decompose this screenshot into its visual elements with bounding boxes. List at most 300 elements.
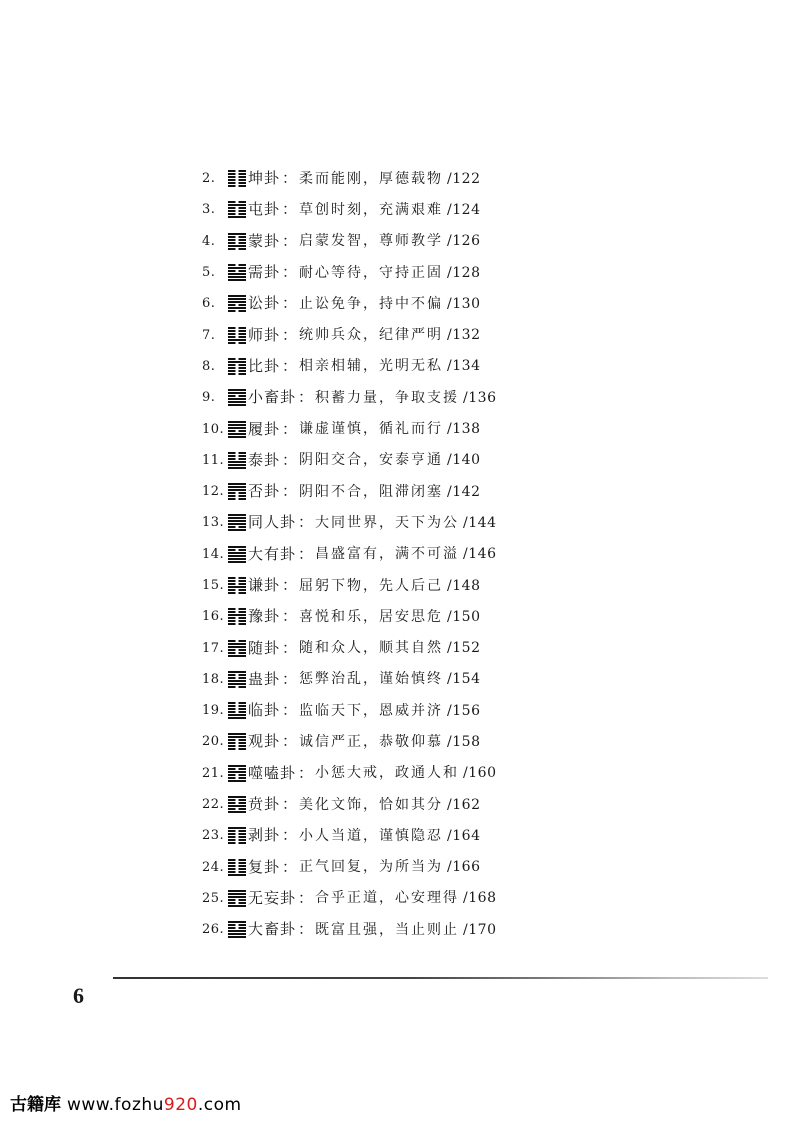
toc-entry <box>202 695 762 726</box>
solid-line <box>228 717 246 719</box>
solid-line <box>228 295 246 297</box>
hexagram-icon <box>228 327 246 344</box>
entry-page: /122 <box>447 170 481 187</box>
entry-separator: ： <box>282 638 298 657</box>
entry-number: 6. <box>202 296 216 312</box>
entry-description: 美化文饰，恰如其分 <box>299 796 444 813</box>
broken-line <box>228 802 246 804</box>
hexagram-icon <box>228 702 246 719</box>
solid-line <box>228 529 246 531</box>
solid-line <box>228 552 246 554</box>
entry-title: 讼卦 <box>248 294 281 313</box>
broken-line <box>228 182 246 184</box>
broken-line <box>228 927 246 929</box>
entry-page: /146 <box>463 546 497 563</box>
entry-description: 阴阳不合，阻滞闭塞 <box>299 483 444 500</box>
entry-description: 既富且强，当止则止 <box>315 921 460 938</box>
entry-title: 观卦 <box>248 732 281 751</box>
solid-line <box>228 436 246 438</box>
broken-line <box>228 774 246 776</box>
broken-line <box>228 185 246 187</box>
hexagram-icon <box>228 733 246 750</box>
solid-line <box>228 561 246 563</box>
broken-line <box>228 711 246 713</box>
toc-entry <box>202 163 762 194</box>
solid-line <box>228 279 246 281</box>
broken-line <box>228 495 246 497</box>
entry-number: 25. <box>202 890 225 906</box>
toc-entry <box>202 914 762 945</box>
broken-line <box>228 842 246 844</box>
broken-line <box>228 768 246 770</box>
broken-line <box>228 739 246 741</box>
entry-number: 9. <box>202 390 216 406</box>
toc-entry <box>202 570 762 601</box>
hexagram-icon <box>228 233 246 250</box>
broken-line <box>228 358 246 360</box>
entry-separator: ： <box>282 607 298 626</box>
solid-line <box>228 464 246 466</box>
entry-page: /164 <box>447 827 481 844</box>
solid-line <box>228 298 246 300</box>
hexagram-icon <box>228 483 246 500</box>
solid-line <box>228 558 246 560</box>
entry-separator: ： <box>282 294 298 313</box>
toc-entry <box>202 726 762 757</box>
entry-title: 随卦 <box>248 638 281 657</box>
solid-line <box>228 361 246 363</box>
solid-line <box>228 714 246 716</box>
entry-number: 2. <box>202 171 216 187</box>
broken-line <box>228 458 246 460</box>
entry-description: 柔而能刚，厚德载物 <box>299 170 444 187</box>
entry-description: 屈躬下物，先人后己 <box>299 577 444 594</box>
toc-entry <box>202 852 762 883</box>
entry-page: /150 <box>447 608 481 625</box>
solid-line <box>228 614 246 616</box>
entry-number: 10. <box>202 421 225 437</box>
entry-separator: ： <box>282 826 298 845</box>
entry-number: 23. <box>202 828 225 844</box>
broken-line <box>228 342 246 344</box>
entry-page: /132 <box>447 327 481 344</box>
entry-page: /166 <box>447 859 481 876</box>
broken-line <box>228 492 246 494</box>
solid-line <box>228 273 246 275</box>
broken-line <box>228 526 246 528</box>
toc-entry <box>202 476 762 507</box>
solid-line <box>228 874 246 876</box>
entry-page: /138 <box>447 421 481 438</box>
broken-line <box>228 924 246 926</box>
broken-line <box>228 617 246 619</box>
hexagram-icon <box>228 514 246 531</box>
solid-line <box>228 392 246 394</box>
toc-entry <box>202 758 762 789</box>
entry-title: 蛊卦 <box>248 669 281 688</box>
solid-line <box>228 433 246 435</box>
entry-page: /128 <box>447 264 481 281</box>
broken-line <box>228 745 246 747</box>
entry-number: 8. <box>202 358 216 374</box>
entry-description: 启蒙发智，尊师教学 <box>299 233 444 250</box>
entry-number: 3. <box>202 202 216 218</box>
entry-description: 谦虚谨慎，循礼而行 <box>299 421 444 438</box>
broken-line <box>228 580 246 582</box>
toc-entry <box>202 789 762 820</box>
entry-separator: ： <box>282 356 298 375</box>
entry-number: 22. <box>202 797 225 813</box>
broken-line <box>228 304 246 306</box>
solid-line <box>228 404 246 406</box>
entry-description: 统帅兵众，纪律严明 <box>299 327 444 344</box>
broken-line <box>228 213 246 215</box>
hexagram-icon <box>228 421 246 438</box>
watermark <box>10 1090 242 1115</box>
solid-line <box>228 771 246 773</box>
solid-line <box>228 517 246 519</box>
broken-line <box>228 862 246 864</box>
entry-separator: ： <box>282 857 298 876</box>
broken-line <box>228 865 246 867</box>
hexagram-icon <box>228 546 246 563</box>
broken-line <box>228 868 246 870</box>
solid-line <box>228 307 246 309</box>
entry-description: 正气回复，为所当为 <box>299 859 444 876</box>
broken-line <box>228 373 246 375</box>
toc-entry <box>202 507 762 538</box>
toc-entry <box>202 664 762 695</box>
entry-title: 履卦 <box>248 419 281 438</box>
entry-description: 小人当道，谨慎隐忍 <box>299 827 444 844</box>
broken-line <box>228 264 246 266</box>
entry-separator: ： <box>282 576 298 594</box>
entry-page: /140 <box>447 452 481 469</box>
solid-line <box>228 245 246 247</box>
solid-line <box>228 467 246 469</box>
broken-line <box>228 430 246 432</box>
broken-line <box>228 871 246 873</box>
toc-entry <box>202 601 762 632</box>
toc-entry <box>202 632 762 663</box>
entry-page: /148 <box>447 577 481 594</box>
broken-line <box>228 839 246 841</box>
entry-description: 惩弊治乱，谨始慎终 <box>299 671 444 688</box>
entry-description: 合乎正道，心安理得 <box>315 890 460 907</box>
entry-number: 12. <box>202 484 225 500</box>
hexagram-icon <box>228 859 246 876</box>
broken-line <box>228 777 246 779</box>
solid-line <box>228 514 246 516</box>
broken-line <box>228 640 246 642</box>
entry-description: 喜悦和乐，居安思危 <box>299 608 444 625</box>
solid-line <box>228 233 246 235</box>
broken-line <box>228 674 246 676</box>
broken-line <box>228 808 246 810</box>
broken-line <box>228 577 246 579</box>
broken-line <box>228 623 246 625</box>
entry-title: 需卦 <box>248 263 281 282</box>
solid-line <box>228 827 246 829</box>
solid-line <box>228 905 246 907</box>
entry-page: /144 <box>463 514 497 531</box>
hexagram-icon <box>228 389 246 406</box>
entry-description: 大同世界，天下为公 <box>315 514 460 531</box>
entry-title: 坤卦 <box>248 169 281 188</box>
entry-page: /170 <box>463 921 497 938</box>
solid-line <box>228 936 246 938</box>
broken-line <box>228 248 246 250</box>
broken-line <box>228 310 246 312</box>
entry-description: 随和众人，顺其自然 <box>299 640 444 657</box>
hexagram-icon <box>228 921 246 938</box>
entry-description: 小惩大戒，政通人和 <box>315 765 460 782</box>
entry-number: 17. <box>202 640 225 656</box>
entry-separator: ： <box>282 732 298 751</box>
entry-separator: ： <box>282 325 298 344</box>
toc-entry <box>202 257 762 288</box>
broken-line <box>228 742 246 744</box>
table-of-contents <box>202 163 762 945</box>
broken-line <box>228 176 246 178</box>
broken-line <box>228 611 246 613</box>
broken-line <box>228 210 246 212</box>
solid-line <box>228 683 246 685</box>
broken-line <box>228 859 246 861</box>
broken-line <box>228 708 246 710</box>
entry-separator: ： <box>298 388 314 407</box>
entry-separator: ： <box>282 795 298 814</box>
broken-line <box>228 799 246 801</box>
entry-title: 否卦 <box>248 482 281 501</box>
solid-line <box>228 896 246 898</box>
entry-separator: ： <box>298 544 314 563</box>
solid-line <box>228 680 246 682</box>
broken-line <box>228 649 246 651</box>
broken-line <box>228 677 246 679</box>
solid-line <box>228 555 246 557</box>
toc-entry <box>202 319 762 350</box>
broken-line <box>228 330 246 332</box>
toc-entry <box>202 820 762 851</box>
entry-description: 耐心等待，守持正固 <box>299 264 444 281</box>
entry-separator: ： <box>298 920 314 939</box>
entry-page: /160 <box>463 765 497 782</box>
hexagram-icon <box>228 608 246 625</box>
broken-line <box>228 333 246 335</box>
solid-line <box>228 483 246 485</box>
entry-page: /124 <box>447 201 481 218</box>
entry-number: 7. <box>202 327 216 343</box>
broken-line <box>228 702 246 704</box>
entry-number: 20. <box>202 734 225 750</box>
entry-title: 屯卦 <box>248 200 281 219</box>
hexagram-icon <box>228 264 246 281</box>
broken-line <box>228 748 246 750</box>
solid-line <box>228 389 246 391</box>
broken-line <box>228 899 246 901</box>
entry-number: 16. <box>202 609 225 625</box>
solid-line <box>228 486 246 488</box>
entry-separator: ： <box>282 231 298 250</box>
entry-title: 小畜卦 <box>248 388 297 407</box>
entry-separator: ： <box>282 263 298 282</box>
solid-line <box>228 805 246 807</box>
entry-number: 15. <box>202 578 225 593</box>
entry-title: 临卦 <box>248 701 281 720</box>
solid-line <box>228 546 246 548</box>
broken-line <box>228 686 246 688</box>
broken-line <box>228 498 246 500</box>
entry-title: 蒙卦 <box>248 231 281 250</box>
broken-line <box>228 452 246 454</box>
entry-separator: ： <box>282 450 298 469</box>
entry-title: 师卦 <box>248 325 281 344</box>
solid-line <box>228 424 246 426</box>
entry-page: /142 <box>447 483 481 500</box>
broken-line <box>228 364 246 366</box>
watermark-url-suffix: .com <box>197 1095 242 1115</box>
page-number: 6 <box>73 983 84 1008</box>
entry-page: /158 <box>447 733 481 750</box>
solid-line <box>228 933 246 935</box>
footer-divider <box>113 977 768 979</box>
entry-number: 4. <box>202 233 216 249</box>
entry-description: 诚信严正，恭敬仰慕 <box>299 733 444 750</box>
solid-line <box>228 736 246 738</box>
solid-line <box>228 301 246 303</box>
hexagram-icon <box>228 640 246 657</box>
solid-line <box>228 427 246 429</box>
solid-line <box>228 489 246 491</box>
solid-line <box>228 398 246 400</box>
entry-page: /162 <box>447 796 481 813</box>
entry-number: 24. <box>202 859 225 875</box>
toc-entry <box>202 413 762 444</box>
broken-line <box>228 207 246 209</box>
hexagram-icon <box>228 170 246 187</box>
entry-separator: ： <box>298 513 314 532</box>
hexagram-icon <box>228 452 246 469</box>
solid-line <box>228 204 246 206</box>
toc-entry <box>202 382 762 413</box>
broken-line <box>228 173 246 175</box>
watermark-brand: 古籍库 <box>10 1095 61 1115</box>
solid-line <box>228 930 246 932</box>
broken-line <box>228 370 246 372</box>
entry-page: /136 <box>463 389 497 406</box>
entry-number: 18. <box>202 671 225 687</box>
solid-line <box>228 890 246 892</box>
toc-entry <box>202 883 762 914</box>
solid-line <box>228 765 246 767</box>
entry-description: 阴阳交合，安泰亨通 <box>299 452 444 469</box>
solid-line <box>228 811 246 813</box>
entry-page: /126 <box>447 233 481 250</box>
solid-line <box>228 646 246 648</box>
broken-line <box>228 179 246 181</box>
entry-number: 13. <box>202 515 225 531</box>
hexagram-icon <box>228 358 246 375</box>
broken-line <box>228 239 246 241</box>
broken-line <box>228 455 246 457</box>
entry-description: 监临天下，恩威并济 <box>299 702 444 719</box>
entry-page: /154 <box>447 671 481 688</box>
toc-entry <box>202 539 762 570</box>
broken-line <box>228 589 246 591</box>
hexagram-icon <box>228 890 246 907</box>
entry-number: 11. <box>202 452 225 468</box>
toc-entry <box>202 351 762 382</box>
broken-line <box>228 620 246 622</box>
solid-line <box>228 339 246 341</box>
solid-line <box>228 421 246 423</box>
solid-line <box>228 796 246 798</box>
entry-separator: ： <box>282 419 298 438</box>
broken-line <box>228 270 246 272</box>
hexagram-icon <box>228 671 246 688</box>
broken-line <box>228 830 246 832</box>
broken-line <box>228 833 246 835</box>
solid-line <box>228 276 246 278</box>
hexagram-icon <box>228 796 246 813</box>
hexagram-icon <box>228 765 246 782</box>
entry-number: 26. <box>202 922 225 938</box>
broken-line <box>228 242 246 244</box>
entry-separator: ： <box>298 763 314 782</box>
entry-description: 草创时刻，充满艰难 <box>299 201 444 218</box>
solid-line <box>228 216 246 218</box>
entry-separator: ： <box>282 669 298 688</box>
entry-title: 谦卦 <box>248 576 281 594</box>
solid-line <box>228 671 246 673</box>
entry-separator: ： <box>298 888 314 907</box>
entry-page: /130 <box>447 295 481 312</box>
broken-line <box>228 327 246 329</box>
entry-title: 大有卦 <box>248 544 297 563</box>
broken-line <box>228 592 246 594</box>
solid-line <box>228 267 246 269</box>
watermark-url-digits: 920 <box>163 1095 198 1115</box>
broken-line <box>228 395 246 397</box>
entry-separator: ： <box>282 482 298 501</box>
entry-separator: ： <box>282 169 298 188</box>
hexagram-icon <box>228 577 246 594</box>
broken-line <box>228 201 246 203</box>
hexagram-icon <box>228 201 246 218</box>
solid-line <box>228 780 246 782</box>
entry-title: 噬嗑卦 <box>248 763 297 782</box>
entry-description: 昌盛富有，满不可溢 <box>315 546 460 563</box>
solid-line <box>228 893 246 895</box>
solid-line <box>228 461 246 463</box>
broken-line <box>228 170 246 172</box>
entry-page: /134 <box>447 358 481 375</box>
solid-line <box>228 733 246 735</box>
broken-line <box>228 336 246 338</box>
watermark-url <box>67 1095 242 1115</box>
toc-entry <box>202 288 762 319</box>
broken-line <box>228 836 246 838</box>
entry-number: 19. <box>202 703 225 719</box>
entry-description: 相亲相辅，光明无私 <box>299 358 444 375</box>
hexagram-icon <box>228 295 246 312</box>
entry-number: 5. <box>202 265 216 281</box>
broken-line <box>228 902 246 904</box>
broken-line <box>228 549 246 551</box>
broken-line <box>228 608 246 610</box>
entry-title: 泰卦 <box>248 450 281 469</box>
